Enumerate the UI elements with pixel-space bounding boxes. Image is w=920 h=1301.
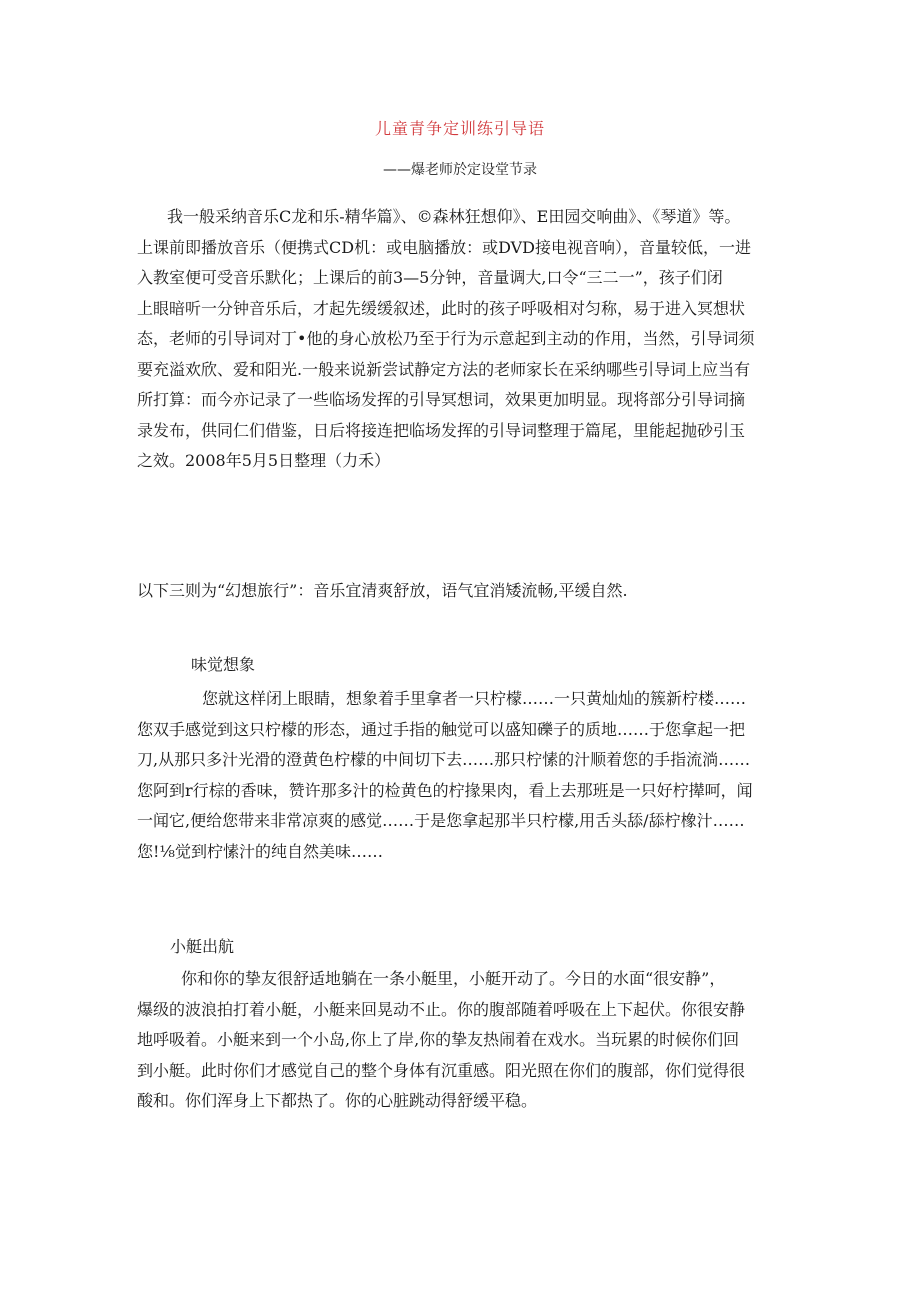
body-line: 您就这样闭上眼睛，想象着手里拿者一只柠檬……一只黄灿灿的簇新柠楼…… <box>202 689 747 708</box>
body-line: 酸和。你们浑身上下都热了。你的心脏跳动得舒缓平稳。 <box>137 1091 538 1110</box>
note-line: 以下三则为“幻想旅行”：音乐宜清爽舒放，语气宜消矮流畅,平缓自然. <box>137 581 628 600</box>
intro-paragraph <box>137 202 787 477</box>
intro-line: 之效。2008年5月5日整理（力禾） <box>137 451 391 470</box>
section-heading-taste <box>191 650 841 681</box>
body-line: 你和你的挚友很舒适地躺在一条小艇里，小艇开动了。今日的水面“很安静”， <box>181 969 726 988</box>
intro-line: 要充溢欢欣、爱和阳光.一般来说新尝试静定方法的老师家长在采纳哪些引导词上应当有 <box>137 359 751 379</box>
intro-line: 所打算：而今亦记录了一些临场发挥的引导冥想词，效果更加明显。现将部分引导词摘 <box>137 390 746 409</box>
document-subtitle: ——爆老师於定设堂节录 <box>383 162 537 178</box>
body-line: 爆级的波浪拍打着小艇，小艇来回晃动不止。你的腹部随着呼吸在上下起伏。你很安静 <box>137 999 746 1019</box>
intro-line: 上眼暗听一分钟音乐后，才起先缓缓叙述，此时的孩子呼吸相对匀称，易于进入冥想状 <box>137 298 746 318</box>
section-heading-boat <box>170 932 820 963</box>
fantasy-travel-note <box>137 576 787 607</box>
body-line: 您双手感觉到这只柠檬的形态，通过手指的触觉可以盛知礫子的质地……于您拿起一把 <box>137 719 746 739</box>
body-line: 您阿到r行棕的香味，赞许那多汁的检黄色的柠掾果肉，看上去那班是一只好柠撵呵，闻 <box>137 780 753 800</box>
section-body-taste <box>137 684 787 867</box>
intro-line: 上课前即播放音乐（便携式CD机：或电脑播放：或DVD接电视音响），音量较低，一进 <box>137 237 752 257</box>
intro-line: 入教室便可受音乐默化；上课后的前3—5分钟，音量调大,口令“三二一”，孩子们闭 <box>137 268 723 287</box>
section-heading: 味觉想象 <box>191 655 256 674</box>
body-line: 一闻它,便给您带来非常凉爽的感觉……于是您拿起那半只柠檬,用舌头舔/舔柠橡汁…… <box>137 811 745 830</box>
body-line: 您!⅛觉到柠愫汁的纯自然美味…… <box>137 841 383 861</box>
section-body-boat <box>137 964 787 1117</box>
document-title: 儿童青争定训练引导语 <box>374 119 545 138</box>
intro-line: 态，老师的引导词对丁•他的身心放松乃至于行为示意起到主动的作用，当然，引导词须 <box>137 329 755 348</box>
body-line: 刀,从那只多汁光滑的澄黄色柠檬的中间切下去……那只柠愫的汁顺着您的手指流淌…… <box>137 750 751 769</box>
body-line: 地呼吸着。小艇来到一个小岛,你上了岸,你的挚友热闹着在戏水。当玩累的时候你们回 <box>137 1030 740 1049</box>
intro-line: 我一般采纳音乐C龙和乐-精华篇》、©森林狂想仰》、E田园交响曲》、《琴道》等。 <box>167 207 741 226</box>
section-heading: 小艇出航 <box>170 937 235 956</box>
intro-line: 录发布，供同仁们借鉴，日后将接连把临场发挥的引导词整理于篇尾，里能起抛砂引玉 <box>137 420 746 440</box>
body-line: 到小艇。此时你们才感觉自己的整个身体有沉重感。阳光照在你们的腹部，你们觉得很 <box>137 1060 746 1080</box>
